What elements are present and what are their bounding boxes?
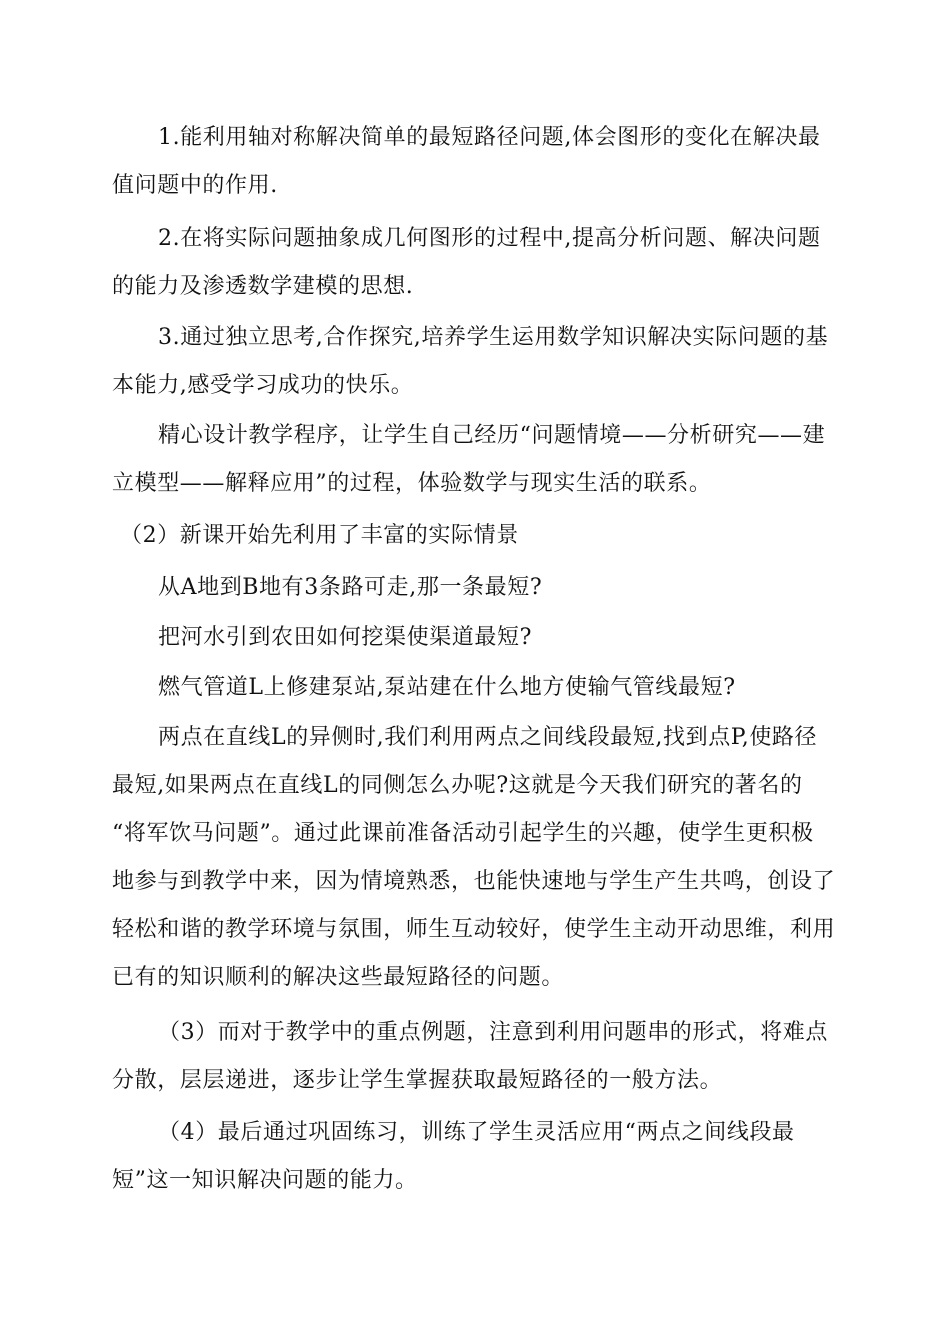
text-line: 从A地到B地有3条路可走,那一条最短?	[158, 575, 543, 600]
text-line: 最短,如果两点在直线L的同侧怎么办呢?这就是今天我们研究的著名的	[112, 773, 803, 798]
text-line: （3）而对于教学中的重点例题，注意到利用问题串的形式，将难点	[158, 1020, 828, 1045]
text-line: 地参与到教学中来，因为情境熟悉，也能快速地与学生产生共鸣，创设了	[112, 869, 836, 894]
text-line: 已有的知识顺利的解决这些最短路径的问题。	[112, 965, 565, 990]
text-line: （2）新课开始先利用了丰富的实际情景	[120, 523, 519, 548]
paragraph-objective-1	[112, 114, 832, 210]
paragraph-example-canal	[112, 614, 832, 662]
paragraph-example-a-to-b	[112, 564, 832, 612]
text-line: 两点在直线L的异侧时,我们利用两点之间线段最短,找到点P,使路径	[158, 725, 818, 750]
paragraph-design	[112, 412, 832, 508]
paragraph-objective-2	[112, 215, 832, 311]
text-line: 立模型——解释应用”的过程，体验数学与现实生活的联系。	[112, 471, 712, 496]
text-line: 本能力,感受学习成功的快乐。	[112, 373, 414, 398]
paragraph-section-3	[112, 1009, 832, 1105]
text-line: 1.能利用轴对称解决简单的最短路径问题,体会图形的变化在解决最	[158, 125, 821, 150]
text-line: 分散，层层递进，逐步让学生掌握获取最短路径的一般方法。	[112, 1068, 723, 1093]
paragraph-section-4	[112, 1109, 832, 1205]
text-line: 3.通过独立思考,合作探究,培养学生运用数学知识解决实际问题的基	[158, 325, 829, 350]
text-line: 把河水引到农田如何挖渠使渠道最短?	[158, 625, 532, 650]
text-line: 2.在将实际问题抽象成几何图形的过程中,提高分析问题、解决问题	[158, 226, 821, 251]
text-line: 值问题中的作用.	[112, 173, 278, 198]
text-line: 精心设计教学程序，让学生自己经历“问题情境——分析研究——建	[158, 423, 826, 448]
text-line: 燃气管道L上修建泵站,泵站建在什么地方使输气管线最短?	[158, 675, 736, 700]
paragraph-section-2	[112, 512, 832, 560]
paragraph-example-pump	[112, 664, 832, 712]
text-line: （4）最后通过巩固练习，训练了学生灵活应用“两点之间线段最	[158, 1120, 795, 1145]
text-line: 短”这一知识解决问题的能力。	[112, 1168, 418, 1193]
text-line: 轻松和谐的教学环境与氛围，师生互动较好，使学生主动开动思维，利用	[112, 917, 836, 942]
paragraph-two-points	[112, 714, 836, 1002]
text-line: “将军饮马问题”。通过此课前准备活动引起学生的兴趣，使学生更积极	[112, 821, 814, 846]
paragraph-objective-3	[112, 314, 832, 410]
text-line: 的能力及渗透数学建模的思想.	[112, 274, 414, 299]
